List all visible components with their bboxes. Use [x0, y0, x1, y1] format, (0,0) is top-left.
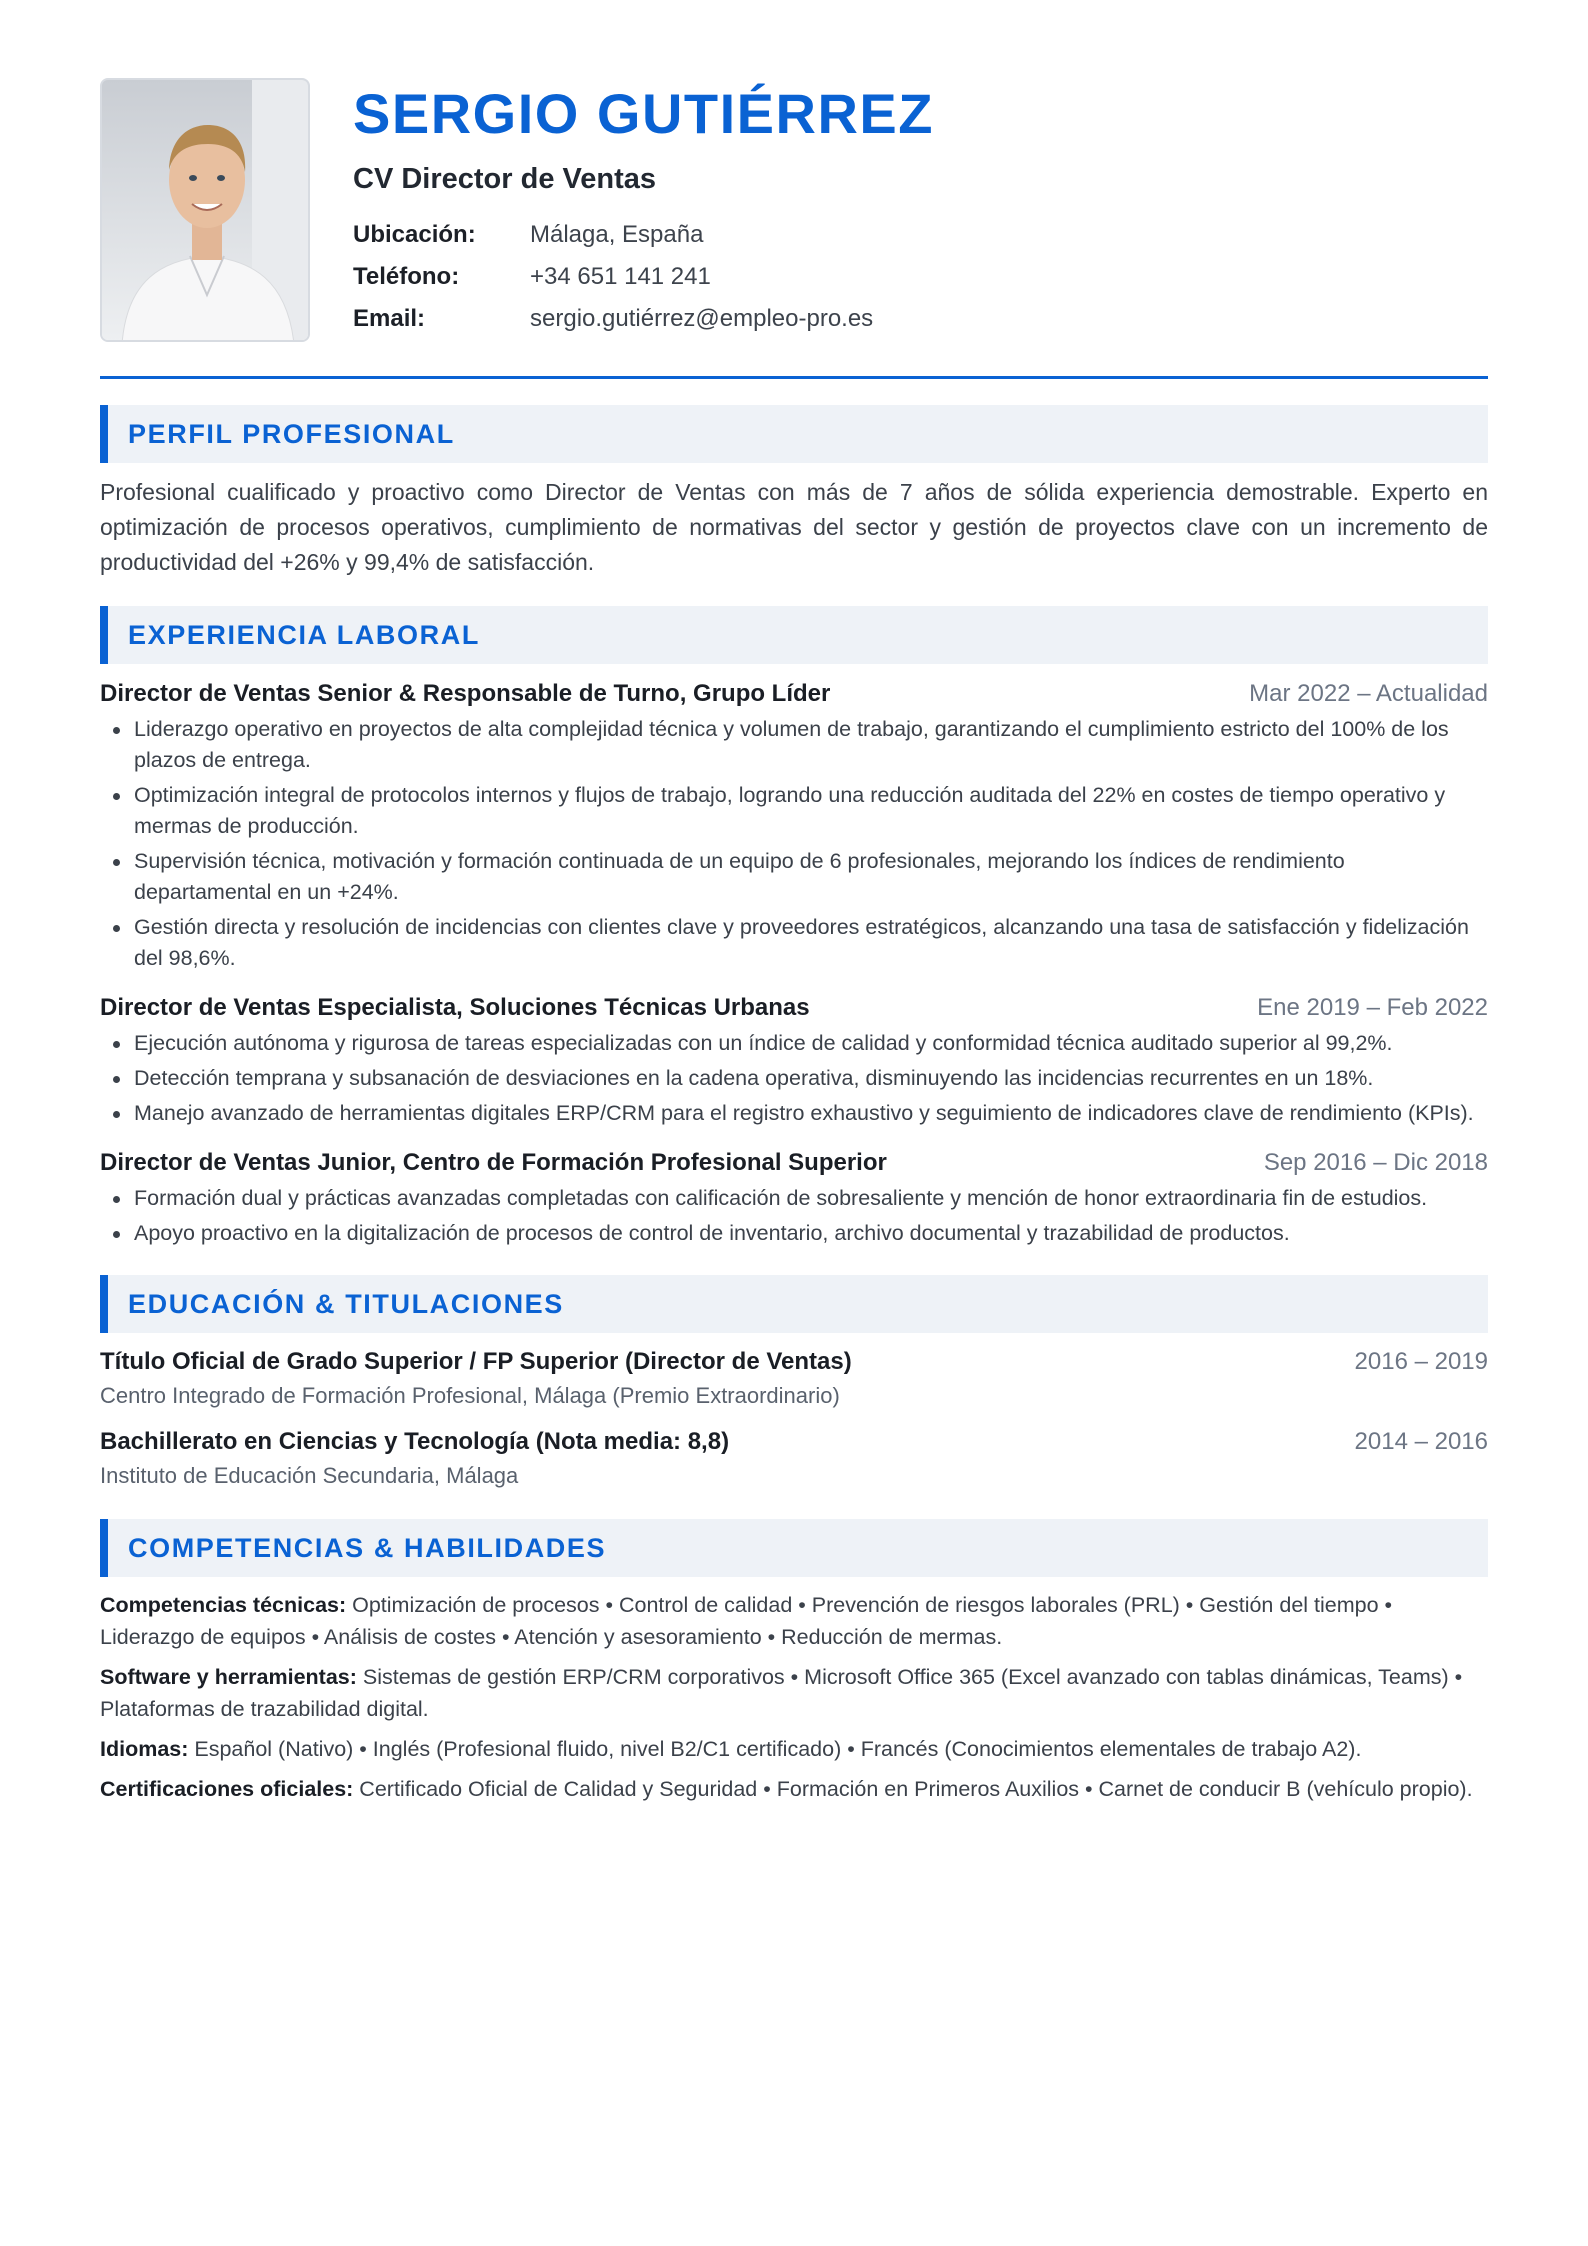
job-date: Sep 2016 – Dic 2018: [1263, 1149, 1488, 1176]
cv-role-title: CV Director de Ventas: [353, 163, 656, 195]
skill-text: Sistemas de gestión ERP/CRM corporativos • Microsoft Office 365 (Excel avanzado con tablas dinámicas, Teams) • Plataformas de trazabilidad digital.: [100, 1665, 1463, 1721]
contact-email: [353, 298, 934, 340]
list-item: Ejecución autónoma y rigurosa de tareas especializadas con un índice de calidad y conformidad técnica auditado superior al 99,2%.: [100, 1028, 1488, 1059]
job-bullets: [100, 714, 1488, 974]
header-divider: [100, 376, 1488, 379]
skills-list: [100, 1589, 1488, 1805]
list-item: Formación dual y prácticas avanzadas completadas con calificación de sobresaliente y mención de honor extraordinaria fin de estudios.: [100, 1183, 1488, 1214]
profile-summary: Profesional cualificado y proactivo como Director de Ventas con más de 7 años de sólida experiencia demostrable. Experto en optimización de procesos operativos, cumplimiento de normativas del sector y gestión de proyectos clave con un incremento de productividad del +26% y 99,4% de satisfacción.: [100, 479, 1488, 575]
skill-text: Certificado Oficial de Calidad y Seguridad • Formación en Primeros Auxilios • Carnet de conducir B (vehículo propio).: [353, 1777, 1473, 1801]
list-item: Gestión directa y resolución de incidencias con clientes clave y proveedores estratégicos, alcanzando una tasa de satisfacción y fidelización del 98,6%.: [100, 912, 1488, 974]
skill-text: Español (Nativo) • Inglés (Profesional fluido, nivel B2/C1 certificado) • Francés (Conocimientos elementales de trabajo A2).: [188, 1737, 1362, 1761]
skills-section: [100, 1519, 1488, 1805]
list-item: Liderazgo operativo en proyectos de alta complejidad técnica y volumen de trabajo, garantizando el cumplimiento estricto del 100% de los plazos de entrega.: [100, 714, 1488, 776]
section-title: PERFIL PROFESIONAL: [100, 405, 1488, 463]
section-title: EDUCACIÓN & TITULACIONES: [100, 1275, 1488, 1333]
list-item: Optimización integral de protocolos internos y flujos de trabajo, logrando una reducción auditada del 22% en costes de tiempo operativo y mermas de producción.: [100, 780, 1488, 842]
job-header: [100, 990, 1488, 1026]
job-title: Director de Ventas Senior & Responsable de Turno, Grupo Líder: [100, 680, 831, 707]
job-title: Director de Ventas Especialista, Soluciones Técnicas Urbanas: [100, 994, 810, 1021]
skill-line: [100, 1733, 1488, 1765]
skill-line: [100, 1589, 1488, 1653]
education-entry: [100, 1425, 1488, 1493]
job-date: Ene 2019 – Feb 2022: [1257, 994, 1488, 1021]
job-entry: [100, 676, 1488, 974]
education-institution: Centro Integrado de Formación Profesional, Málaga (Premio Extraordinario): [100, 1383, 840, 1408]
experience-section: [100, 606, 1488, 1249]
education-title: Título Oficial de Grado Superior / FP Superior (Director de Ventas): [100, 1348, 852, 1375]
contact-label: Email:: [353, 305, 426, 332]
education-date: 2016 – 2019: [1354, 1348, 1488, 1375]
job-header: [100, 676, 1488, 712]
list-item: Supervisión técnica, motivación y formación continuada de un equipo de 6 profesionales, mejorando los índices de rendimiento departamental en un +24%.: [100, 846, 1488, 908]
education-section: [100, 1275, 1488, 1493]
education-institution: Instituto de Educación Secundaria, Málaga: [100, 1463, 519, 1488]
education-date: 2014 – 2016: [1354, 1428, 1488, 1455]
list-item: Detección temprana y subsanación de desviaciones en la cadena operativa, disminuyendo las incidencias recurrentes en un 18%.: [100, 1063, 1488, 1094]
job-date: Mar 2022 – Actualidad: [1249, 680, 1488, 707]
contact-phone: [353, 256, 934, 298]
job-entry: [100, 1145, 1488, 1249]
education-header: [100, 1345, 1488, 1379]
contact-label: Ubicación:: [353, 221, 476, 248]
skill-line: [100, 1661, 1488, 1725]
contact-value[interactable]: sergio.gutiérrez@empleo-pro.es: [530, 305, 874, 332]
skill-label: Software y herramientas:: [100, 1665, 357, 1689]
skill-line: [100, 1773, 1488, 1805]
job-bullets: [100, 1183, 1488, 1249]
list-item: Apoyo proactivo en la digitalización de procesos de control de inventario, archivo documental y trazabilidad de productos.: [100, 1218, 1488, 1249]
profile-section: [100, 405, 1488, 580]
section-title: EXPERIENCIA LABORAL: [100, 606, 1488, 664]
contact-location: [353, 214, 934, 256]
header-info: [353, 78, 934, 340]
education-header: [100, 1425, 1488, 1459]
skill-label: Competencias técnicas:: [100, 1593, 347, 1617]
education-entry: [100, 1345, 1488, 1413]
contact-value: Málaga, España: [530, 221, 704, 248]
list-item: Manejo avanzado de herramientas digitales ERP/CRM para el registro exhaustivo y seguimiento de indicadores clave de rendimiento (KPIs).: [100, 1098, 1488, 1129]
cv-header: [100, 78, 1488, 368]
skill-label: Idiomas:: [100, 1737, 189, 1761]
education-title: Bachillerato en Ciencias y Tecnología (Nota media: 8,8): [100, 1428, 730, 1455]
job-entry: [100, 990, 1488, 1129]
contact-value: +34 651 141 241: [530, 263, 711, 290]
person-photo-icon: [102, 80, 310, 342]
contact-label: Teléfono:: [353, 263, 460, 290]
job-title: Director de Ventas Junior, Centro de Formación Profesional Superior: [100, 1149, 887, 1176]
candidate-name: SERGIO GUTIÉRREZ: [353, 82, 934, 145]
skill-label: Certificaciones oficiales:: [100, 1777, 354, 1801]
contact-list: [353, 214, 934, 340]
section-title: COMPETENCIAS & HABILIDADES: [100, 1519, 1488, 1577]
job-bullets: [100, 1028, 1488, 1129]
skill-text: Optimización de procesos • Control de calidad • Prevención de riesgos laborales (PRL) • Gestión del tiempo • Liderazgo de equipos • Análisis de costes • Atención y asesoramiento • Reducción de mermas.: [100, 1593, 1393, 1649]
job-header: [100, 1145, 1488, 1181]
profile-photo: [100, 78, 310, 342]
